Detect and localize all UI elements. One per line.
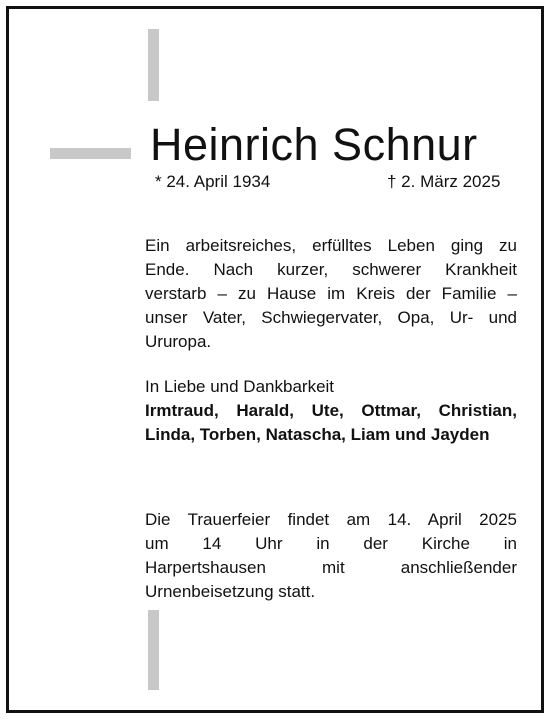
birth-date: * 24. April 1934 — [155, 172, 271, 191]
deceased-name: Heinrich Schnur — [150, 119, 478, 170]
cross-left-bar — [50, 148, 131, 159]
cross-top-bar — [148, 29, 159, 101]
service-line: um 14 Uhr in der Kirche in — [145, 534, 517, 553]
cross-bottom-bar — [148, 610, 159, 690]
obituary-line: Ende. Nach kurzer, schwerer Krankheit — [145, 260, 517, 279]
obituary-line: verstarb – zu Hause im Kreis der Familie – — [145, 284, 517, 303]
funeral-service-info — [145, 508, 517, 604]
family-section — [145, 375, 517, 447]
obituary-line: Ururopa. — [145, 332, 212, 351]
service-line: Urnenbeisetzung statt. — [145, 582, 316, 601]
obituary-line: unser Vater, Schwiegervater, Opa, Ur- und — [145, 308, 517, 327]
obituary-text — [145, 234, 517, 354]
family-names-line: Irmtraud, Harald, Ute, Ottmar, Christian, — [145, 401, 517, 420]
family-intro: In Liebe und Dankbarkeit — [145, 377, 335, 396]
service-line: Harpertshausen mit anschließender — [145, 558, 517, 577]
family-names — [145, 399, 517, 447]
death-date: † 2. März 2025 — [387, 172, 501, 191]
obituary-line: Ein arbeitsreiches, erfülltes Leben ging zu — [145, 236, 517, 255]
service-line: Die Trauerfeier findet am 14. April 2025 — [145, 510, 517, 529]
family-names-line: Linda, Torben, Natascha, Liam und Jayden — [145, 425, 490, 444]
notice-border — [6, 6, 544, 713]
